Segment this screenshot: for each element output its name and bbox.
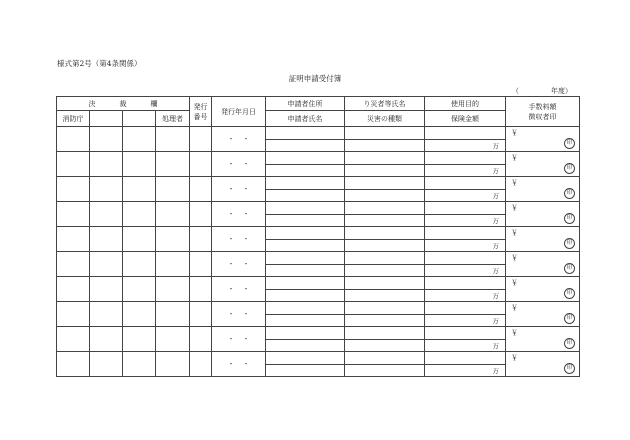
cell-approver-3 [123,302,156,327]
cell-purpose [425,327,506,340]
cell-approver-2 [90,227,123,252]
cell-shobocho [57,202,90,227]
ledger-row [57,302,580,315]
cell-applicant-name [266,339,345,352]
cell-purpose [425,227,506,240]
cell-approver-2 [90,302,123,327]
ledger-row [57,202,580,215]
cell-hakko-bango [190,152,212,177]
yen-mark: ￥ [511,229,518,237]
cell-fee [506,227,580,252]
cell-approver-3 [123,202,156,227]
cell-applicant-name [266,214,345,227]
cell-applicant-address [266,327,345,340]
header-kessai: 決裁欄 [57,97,190,111]
yen-mark: ￥ [511,279,518,287]
ledger-row [57,327,580,340]
header-insurance-amount: 保険金額 [425,111,506,127]
cell-insurance-amount: 万 [425,214,506,227]
cell-hakko-bango [190,202,212,227]
cell-applicant-address [266,252,345,265]
cell-disaster-type [345,189,425,202]
cell-disaster-type [345,289,425,302]
cell-applicant-address [266,177,345,190]
header-shorisha: 処理者 [156,111,190,127]
cell-applicant-address [266,352,345,365]
cell-hakko-bango [190,227,212,252]
cell-fee [506,252,580,277]
fiscal-year [512,86,572,96]
cell-insurance-amount: 万 [425,364,506,377]
header-applicant-address: 申請者住所 [266,97,345,111]
seal-mark: 印 [564,163,575,174]
header-fee-2: 徴収者印 [528,112,557,121]
cell-hakko-date: ・・ [212,277,266,302]
cell-hakko-date: ・・ [212,177,266,202]
yen-mark: ￥ [511,304,518,312]
ledger-table [56,96,580,377]
yen-mark: ￥ [511,329,518,337]
cell-hakko-date: ・・ [212,127,266,152]
cell-shorisha [156,252,190,277]
cell-shorisha [156,227,190,252]
cell-disaster-type [345,364,425,377]
cell-applicant-name [266,364,345,377]
cell-purpose [425,252,506,265]
cell-fee [506,177,580,202]
cell-hakko-date: ・・ [212,202,266,227]
header-hakko-bango [190,97,212,127]
cell-victim-name [345,277,425,290]
cell-hakko-date: ・・ [212,352,266,377]
header-hakko-bango-2: 番号 [193,112,208,121]
cell-approver-2 [90,127,123,152]
cell-shobocho [57,227,90,252]
cell-purpose [425,127,506,140]
yen-mark: ￥ [511,129,518,137]
cell-hakko-bango [190,352,212,377]
cell-approver-3 [123,252,156,277]
cell-purpose [425,152,506,165]
cell-shobocho [57,277,90,302]
cell-approver-3 [123,327,156,352]
seal-mark: 印 [564,138,575,149]
seal-mark: 印 [564,263,575,274]
cell-victim-name [345,177,425,190]
cell-hakko-bango [190,127,212,152]
cell-insurance-amount: 万 [425,339,506,352]
yen-mark: ￥ [511,204,518,212]
cell-approver-3 [123,152,156,177]
cell-shobocho [57,252,90,277]
cell-shobocho [57,127,90,152]
cell-insurance-amount: 万 [425,314,506,327]
cell-applicant-address [266,227,345,240]
cell-shorisha [156,327,190,352]
cell-purpose [425,302,506,315]
seal-mark: 印 [564,338,575,349]
fiscal-year-label: 年度） [551,87,572,95]
cell-hakko-bango [190,327,212,352]
header-victim-name: り災者等氏名 [345,97,425,111]
cell-victim-name [345,202,425,215]
cell-shorisha [156,302,190,327]
cell-applicant-name [266,164,345,177]
cell-approver-3 [123,277,156,302]
yen-mark: ￥ [511,179,518,187]
cell-insurance-amount: 万 [425,289,506,302]
header-fee-1: 手数料額 [528,102,557,111]
cell-approver-2 [90,327,123,352]
cell-applicant-address [266,152,345,165]
cell-approver-2 [90,152,123,177]
cell-insurance-amount: 万 [425,239,506,252]
cell-victim-name [345,327,425,340]
cell-shorisha [156,177,190,202]
header-purpose: 使用目的 [425,97,506,111]
cell-purpose [425,352,506,365]
cell-approver-2 [90,177,123,202]
cell-fee [506,352,580,377]
cell-fee [506,277,580,302]
cell-applicant-name [266,239,345,252]
cell-insurance-amount: 万 [425,264,506,277]
cell-approver-2 [90,202,123,227]
cell-hakko-date: ・・ [212,302,266,327]
ledger-row [57,352,580,365]
cell-disaster-type [345,164,425,177]
cell-disaster-type [345,214,425,227]
cell-purpose [425,202,506,215]
yen-mark: ￥ [511,354,518,362]
seal-mark: 印 [564,288,575,299]
cell-shobocho [57,302,90,327]
cell-applicant-address [266,302,345,315]
cell-victim-name [345,127,425,140]
cell-insurance-amount: 万 [425,139,506,152]
cell-victim-name [345,252,425,265]
cell-insurance-amount: 万 [425,189,506,202]
cell-shorisha [156,352,190,377]
fiscal-year-open: （ [512,87,519,95]
cell-shorisha [156,152,190,177]
cell-approver-3 [123,127,156,152]
cell-shorisha [156,277,190,302]
seal-mark: 印 [564,313,575,324]
header-hakko-date: 発行年月日 [212,97,266,127]
cell-disaster-type [345,239,425,252]
cell-hakko-bango [190,302,212,327]
header-hakko-bango-1: 発行 [193,102,208,111]
cell-victim-name [345,227,425,240]
cell-shorisha [156,127,190,152]
cell-hakko-date: ・・ [212,252,266,277]
header-shobocho: 消防庁 [57,111,90,127]
ledger-row [57,127,580,140]
cell-disaster-type [345,139,425,152]
form-label: 様式第2号（第4条関係） [57,59,142,68]
cell-applicant-address [266,202,345,215]
cell-approver-3 [123,177,156,202]
cell-insurance-amount: 万 [425,164,506,177]
cell-approver-2 [90,352,123,377]
cell-victim-name [345,302,425,315]
seal-mark: 印 [564,363,575,374]
cell-approver-3 [123,227,156,252]
cell-victim-name [345,352,425,365]
cell-applicant-name [266,314,345,327]
cell-approver-2 [90,252,123,277]
seal-mark: 印 [564,213,575,224]
cell-disaster-type [345,339,425,352]
cell-applicant-name [266,139,345,152]
cell-hakko-bango [190,277,212,302]
cell-fee [506,202,580,227]
ledger-row [57,177,580,190]
cell-applicant-name [266,289,345,302]
cell-hakko-date: ・・ [212,227,266,252]
header-applicant-name: 申請者氏名 [266,111,345,127]
cell-disaster-type [345,314,425,327]
cell-shobocho [57,177,90,202]
cell-purpose [425,177,506,190]
cell-applicant-address [266,277,345,290]
cell-applicant-name [266,189,345,202]
cell-applicant-name [266,264,345,277]
cell-disaster-type [345,264,425,277]
cell-shobocho [57,352,90,377]
cell-fee [506,127,580,152]
cell-approver-2 [90,277,123,302]
yen-mark: ￥ [511,154,518,162]
cell-fee [506,327,580,352]
header-fee [506,97,580,127]
form-title: 証明申請受付簿 [288,74,342,83]
seal-mark: 印 [564,238,575,249]
ledger-row [57,277,580,290]
cell-fee [506,302,580,327]
ledger-row [57,227,580,240]
cell-shobocho [57,152,90,177]
ledger-row [57,252,580,265]
header-approver-2 [90,111,123,127]
cell-hakko-bango [190,177,212,202]
cell-hakko-date: ・・ [212,327,266,352]
cell-fee [506,152,580,177]
cell-hakko-date: ・・ [212,152,266,177]
cell-shorisha [156,202,190,227]
cell-shobocho [57,327,90,352]
cell-approver-3 [123,352,156,377]
cell-hakko-bango [190,252,212,277]
cell-purpose [425,277,506,290]
header-disaster-type: 災害の種類 [345,111,425,127]
ledger-row [57,152,580,165]
seal-mark: 印 [564,188,575,199]
yen-mark: ￥ [511,254,518,262]
cell-applicant-address [266,127,345,140]
header-approver-3 [123,111,156,127]
cell-victim-name [345,152,425,165]
